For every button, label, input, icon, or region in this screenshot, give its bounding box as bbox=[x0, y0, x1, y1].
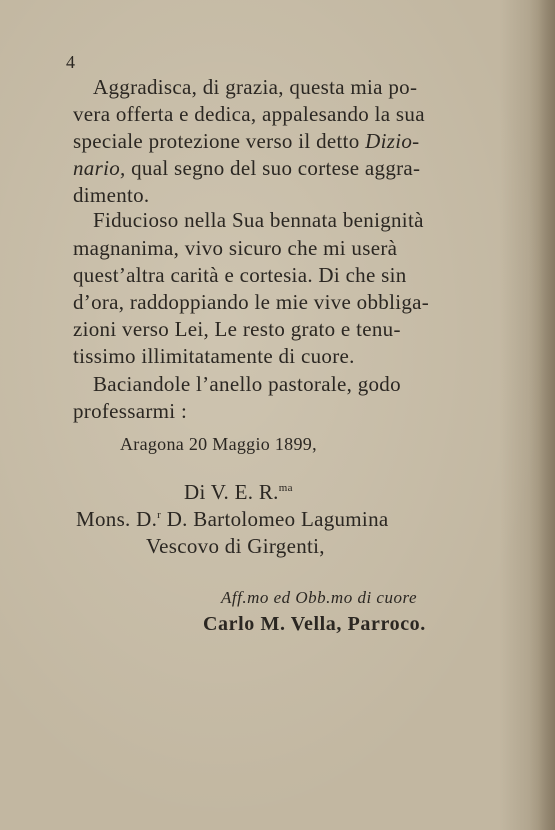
paragraph-2-line-5: zioni verso Lei, Le resto grato e tenu- bbox=[73, 317, 401, 341]
paragraph-1-line-3 bbox=[73, 129, 419, 154]
paragraph-1-line-1: Aggradisca, di grazia, questa mia po- bbox=[93, 75, 418, 99]
signature: Carlo M. Vella, Parroco. bbox=[203, 613, 426, 635]
address-text: D. Bartolomeo Lagumina bbox=[161, 507, 389, 531]
paragraph-1-line-4 bbox=[73, 156, 420, 181]
superscript: r bbox=[157, 509, 162, 521]
line-text: qual segno del suo cortese aggra- bbox=[125, 156, 421, 180]
paragraph-2-line-1: Fiducioso nella Sua bennata benignità bbox=[93, 208, 424, 232]
superscript: ma bbox=[278, 482, 293, 494]
page-number: 4 bbox=[66, 52, 75, 72]
paragraph-2-line-2: magnanima, vivo sicuro che mi userà bbox=[73, 236, 398, 260]
address-text: Di V. E. R. bbox=[184, 480, 279, 504]
page-edge-shadow bbox=[529, 0, 555, 830]
date-line: Aragona 20 Maggio 1899, bbox=[120, 434, 317, 454]
address-line-2 bbox=[76, 507, 389, 532]
paragraph-1-line-5: dimento. bbox=[73, 183, 150, 207]
closing-formula: Aff.mo ed Obb.mo di cuore bbox=[221, 588, 418, 607]
address-text: Mons. D. bbox=[76, 507, 158, 531]
paragraph-1-line-2: vera offerta e dedica, appalesando la sua bbox=[73, 102, 425, 126]
italic-word: Dizio- bbox=[365, 129, 420, 153]
address-line-1 bbox=[184, 480, 293, 505]
italic-word: nario, bbox=[73, 156, 126, 180]
paragraph-2-line-4: d’ora, raddoppiando le mie vive obbliga- bbox=[73, 290, 430, 314]
paragraph-3-line-2: professarmi : bbox=[73, 399, 188, 423]
line-text: speciale protezione verso il detto bbox=[73, 129, 366, 153]
paragraph-2-line-6: tissimo illimitatamente di cuore. bbox=[73, 344, 355, 368]
address-line-3: Vescovo di Girgenti, bbox=[146, 534, 325, 558]
paragraph-3-line-1: Baciandole l’anello pastorale, godo bbox=[93, 372, 401, 396]
paragraph-2-line-3: quest’altra carità e cortesia. Di che sin bbox=[73, 263, 407, 287]
